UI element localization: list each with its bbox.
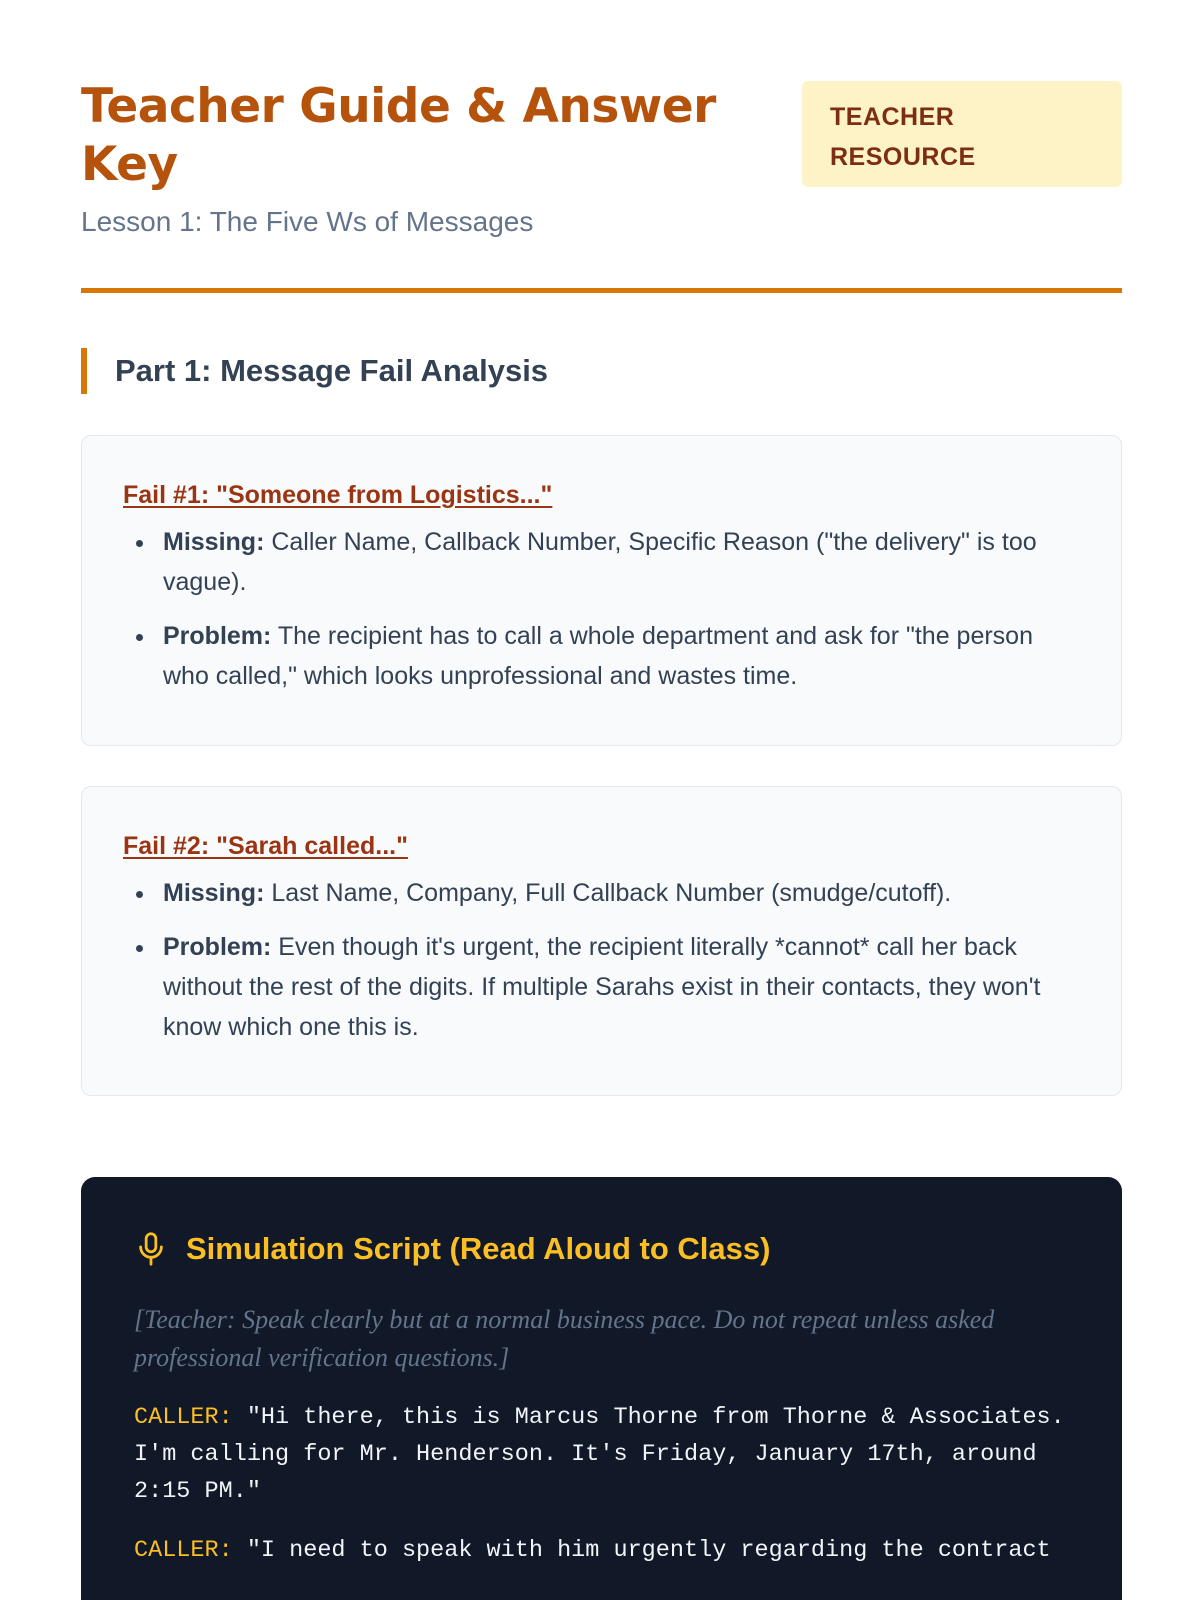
script-line-text: "I need to speak with him urgently regarding the contract [232, 1537, 1051, 1564]
page-title: Teacher Guide & Answer Key [81, 79, 716, 192]
script-line [134, 1532, 1069, 1569]
fail-card-1 [81, 435, 1122, 746]
list-item [163, 522, 1081, 602]
script-line [134, 1399, 1069, 1510]
fail-card-2 [81, 786, 1122, 1096]
section-heading-part-1: Part 1: Message Fail Analysis [81, 348, 548, 394]
fail-card-title: Fail #2: "Sarah called..." [123, 832, 408, 860]
teacher-stage-note: [Teacher: Speak clearly but at a normal business pace. Do not repeat unless asked professional verification questions.] [134, 1305, 995, 1372]
script-heading-text: Simulation Script (Read Aloud to Class) [186, 1231, 771, 1266]
list-item [163, 616, 1081, 696]
speaker-label: CALLER: [134, 1404, 233, 1431]
item-text: Even though it's urgent, the recipient literally *cannot* call her back without the rest of the digits. If multiple Sarahs exist in their contacts, they won't know which one this is. [163, 933, 1041, 1041]
page-subtitle: Lesson 1: The Five Ws of Messages [81, 206, 534, 237]
item-text: Last Name, Company, Full Callback Number (smudge/cutoff). [264, 879, 952, 907]
header-divider [81, 288, 1122, 293]
item-text: Caller Name, Callback Number, Specific Reason ("the delivery" is too vague). [163, 528, 1037, 596]
teacher-resource-badge: TEACHER RESOURCE [802, 81, 1122, 187]
item-label: Problem: [163, 622, 272, 650]
fail-card-list [123, 522, 1081, 696]
list-item [163, 873, 1081, 913]
item-label: Missing: [163, 528, 265, 556]
microphone-icon [134, 1231, 168, 1267]
speaker-label: CALLER: [134, 1537, 233, 1564]
simulation-script-panel [81, 1177, 1122, 1600]
script-heading [134, 1229, 1069, 1269]
list-item [163, 927, 1081, 1047]
item-label: Problem: [163, 933, 272, 961]
fail-card-title: Fail #1: "Someone from Logistics..." [123, 481, 553, 509]
item-text: The recipient has to call a whole department and ask for "the person who called," which looks unprofessional and wastes time. [163, 622, 1033, 690]
fail-card-list [123, 873, 1081, 1047]
script-line-text: "Hi there, this is Marcus Thorne from Thorne & Associates. I'm calling for Mr. Henderson. It's Friday, January 17th, around 2:15 PM." [134, 1404, 1065, 1505]
item-label: Missing: [163, 879, 265, 907]
